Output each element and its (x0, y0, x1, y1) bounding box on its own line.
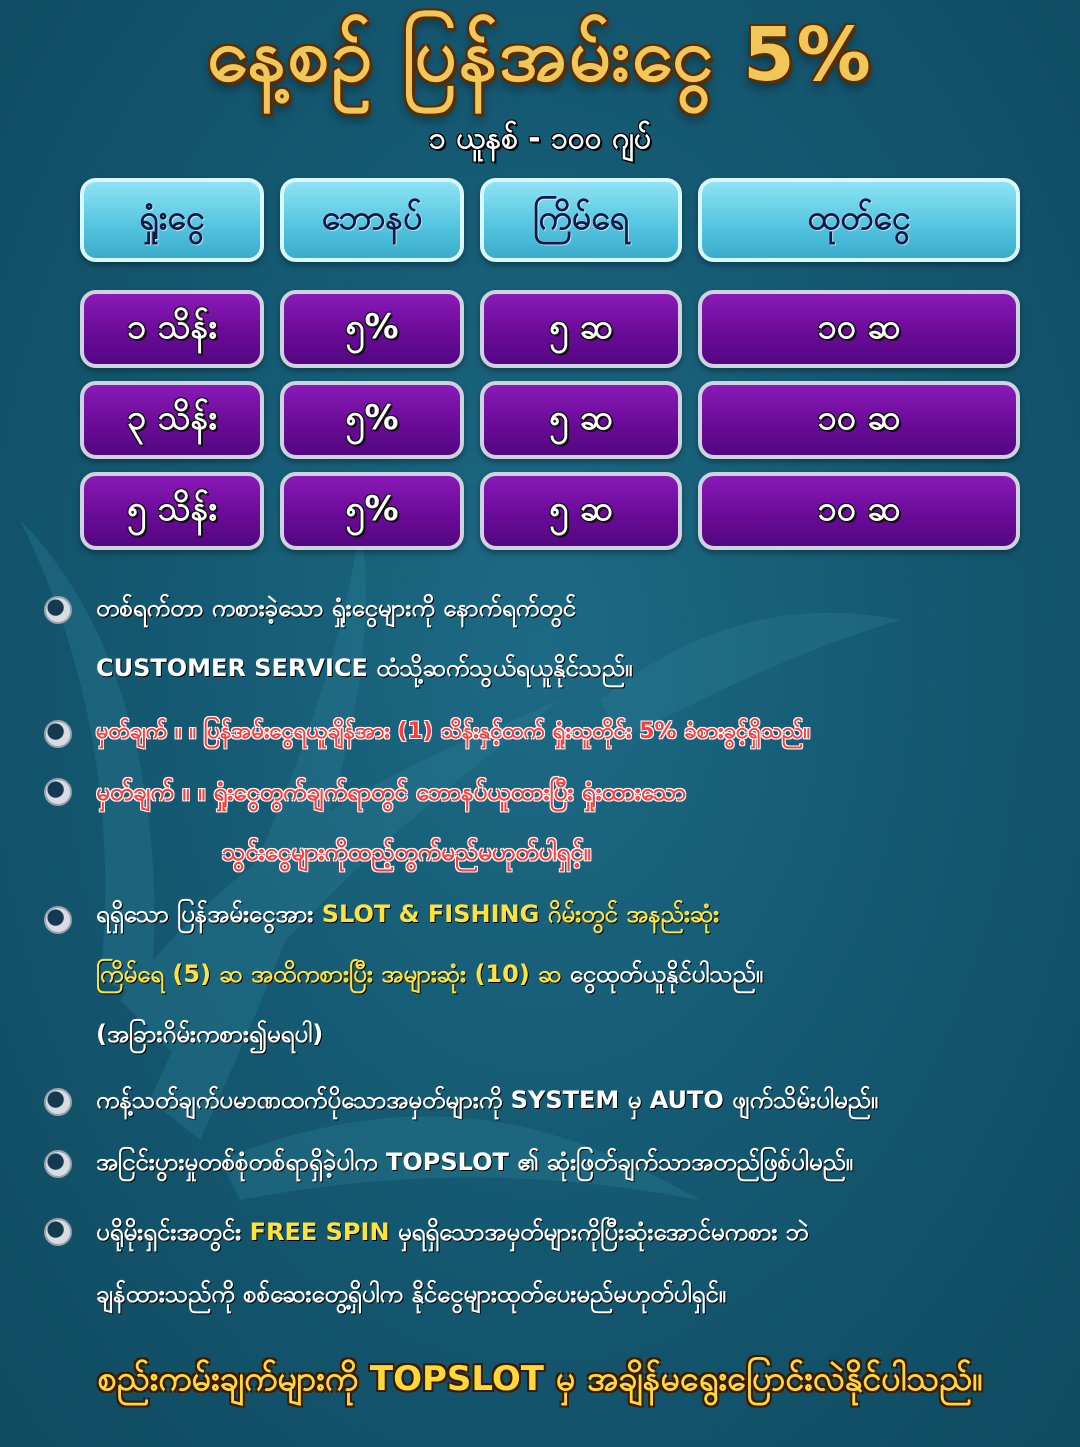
note-4-line-1-text: ရရှိသော ပြန်အမ်းငွေအား (96, 900, 322, 928)
bullet-icon (44, 1218, 72, 1246)
header-withdrawal: ထုတ်ငွေ (698, 178, 1020, 262)
header-bonus: ဘောနပ် (280, 178, 464, 262)
table-header-row (80, 178, 1020, 262)
note-5: ကန့်သတ်ချက်ပမာဏထက်ပိုသောအမှတ်များကို SYSTEM မှ AUTO ဖျက်သိမ်းပါမည်။ (96, 1086, 879, 1114)
cell-withdrawal: ၁၀ ဆ (698, 381, 1020, 459)
table-row (80, 381, 1020, 465)
bullet-icon (44, 1088, 72, 1116)
cell-withdrawal: ၁၀ ဆ (698, 290, 1020, 368)
table-row (80, 290, 1020, 374)
cell-loss-amount: ၅ သိန်း (80, 472, 264, 550)
note-4-line-2-highlight: ကြိမ်ရေ (5) ဆ အထိကစားပြီး အများဆုံး (10) ဆ (96, 960, 562, 988)
note-7-line-1 (96, 1216, 809, 1252)
bullet-icon (44, 596, 72, 624)
note-7-line-1-text: ပရိုမိုးရှင်းအတွင်း (96, 1218, 250, 1246)
bullet-icon (44, 1150, 72, 1178)
table-row (80, 472, 1020, 556)
note-3-line-1: မှတ်ချက် ။ ။ ရှုံးငွေတွက်ချက်ရာတွင် ဘောနပ်ယူထားပြီး ရှုံးထားသော (96, 778, 687, 806)
cell-turnover: ၅ ဆ (480, 472, 682, 550)
cell-loss-amount: ၃ သိန်း (80, 381, 264, 459)
note-1-line-1: တစ်ရက်တာ ကစားခဲ့သော ရှုံးငွေများကို နောက်ရက်တွင် (96, 594, 576, 622)
bullet-icon (44, 720, 72, 748)
cell-turnover: ၅ ဆ (480, 381, 682, 459)
cell-loss-amount: ၁ သိန်း (80, 290, 264, 368)
note-4-line-1 (96, 898, 719, 934)
note-4-line-3: (အခြားဂိမ်းကစား၍မရပါ) (96, 1020, 324, 1048)
footer-disclaimer: စည်းကမ်းချက်များကို TOPSLOT မှ အချိန်မရွေးပြောင်းလဲနိုင်ပါသည်။ (97, 1359, 983, 1399)
note-2: မှတ်ချက် ။ ။ ပြန်အမ်းငွေရယူချိန်အား (1) သိန်းနှင့်ထက် ရှုံးသူတိုင်း 5% ခံစားခွင့်ရှိသည်။ (96, 719, 811, 744)
note-4-line-1-highlight: SLOT & FISHING ဂိမ်းတွင် အနည်းဆုံး (321, 900, 720, 928)
bullet-icon (44, 906, 72, 934)
cell-withdrawal: ၁၀ ဆ (698, 472, 1020, 550)
page-title: နေ့စဉ် ပြန်အမ်းငွေ 5% (207, 12, 873, 98)
bullet-icon (44, 778, 72, 806)
page-subtitle: ၁ ယူနစ် - ၁၀၀ ဂျပ် (428, 121, 652, 156)
note-7-free-spin-highlight: FREE SPIN (249, 1218, 390, 1246)
cell-bonus: ၅% (280, 290, 464, 368)
note-4-line-2 (96, 958, 763, 994)
header-loss-amount: ရှုံးငွေ (80, 178, 264, 262)
note-7-line-2: ချန်ထားသည်ကို စစ်ဆေးတွေ့ရှိပါက နိုင်ငွေများထုတ်ပေးမည်မဟုတ်ပါရှင်။ (96, 1280, 726, 1308)
note-7-line-1-rest: မှရရှိသောအမှတ်များကိုပြီးဆုံးအောင်မကစား ဘဲ (389, 1218, 809, 1246)
note-1-line-2: CUSTOMER SERVICE ထံသို့ဆက်သွယ်ရယူနိုင်သည်။ (96, 654, 633, 682)
cell-bonus: ၅% (280, 381, 464, 459)
note-3-line-2: သွင်းငွေများကိုထည့်တွက်မည်မဟုတ်ပါရှင့်။ (222, 838, 591, 866)
note-6: အငြင်းပွားမှုတစ်စုံတစ်ရာရှိခဲ့ပါက TOPSLOT ၏ ဆုံးဖြတ်ချက်သာအတည်ဖြစ်ပါမည်။ (96, 1148, 854, 1176)
note-4-line-2-text: ငွေထုတ်ယူနိုင်ပါသည်။ (561, 960, 764, 988)
cell-bonus: ၅% (280, 472, 464, 550)
header-turnover: ကြိမ်ရေ (480, 178, 682, 262)
cell-turnover: ၅ ဆ (480, 290, 682, 368)
